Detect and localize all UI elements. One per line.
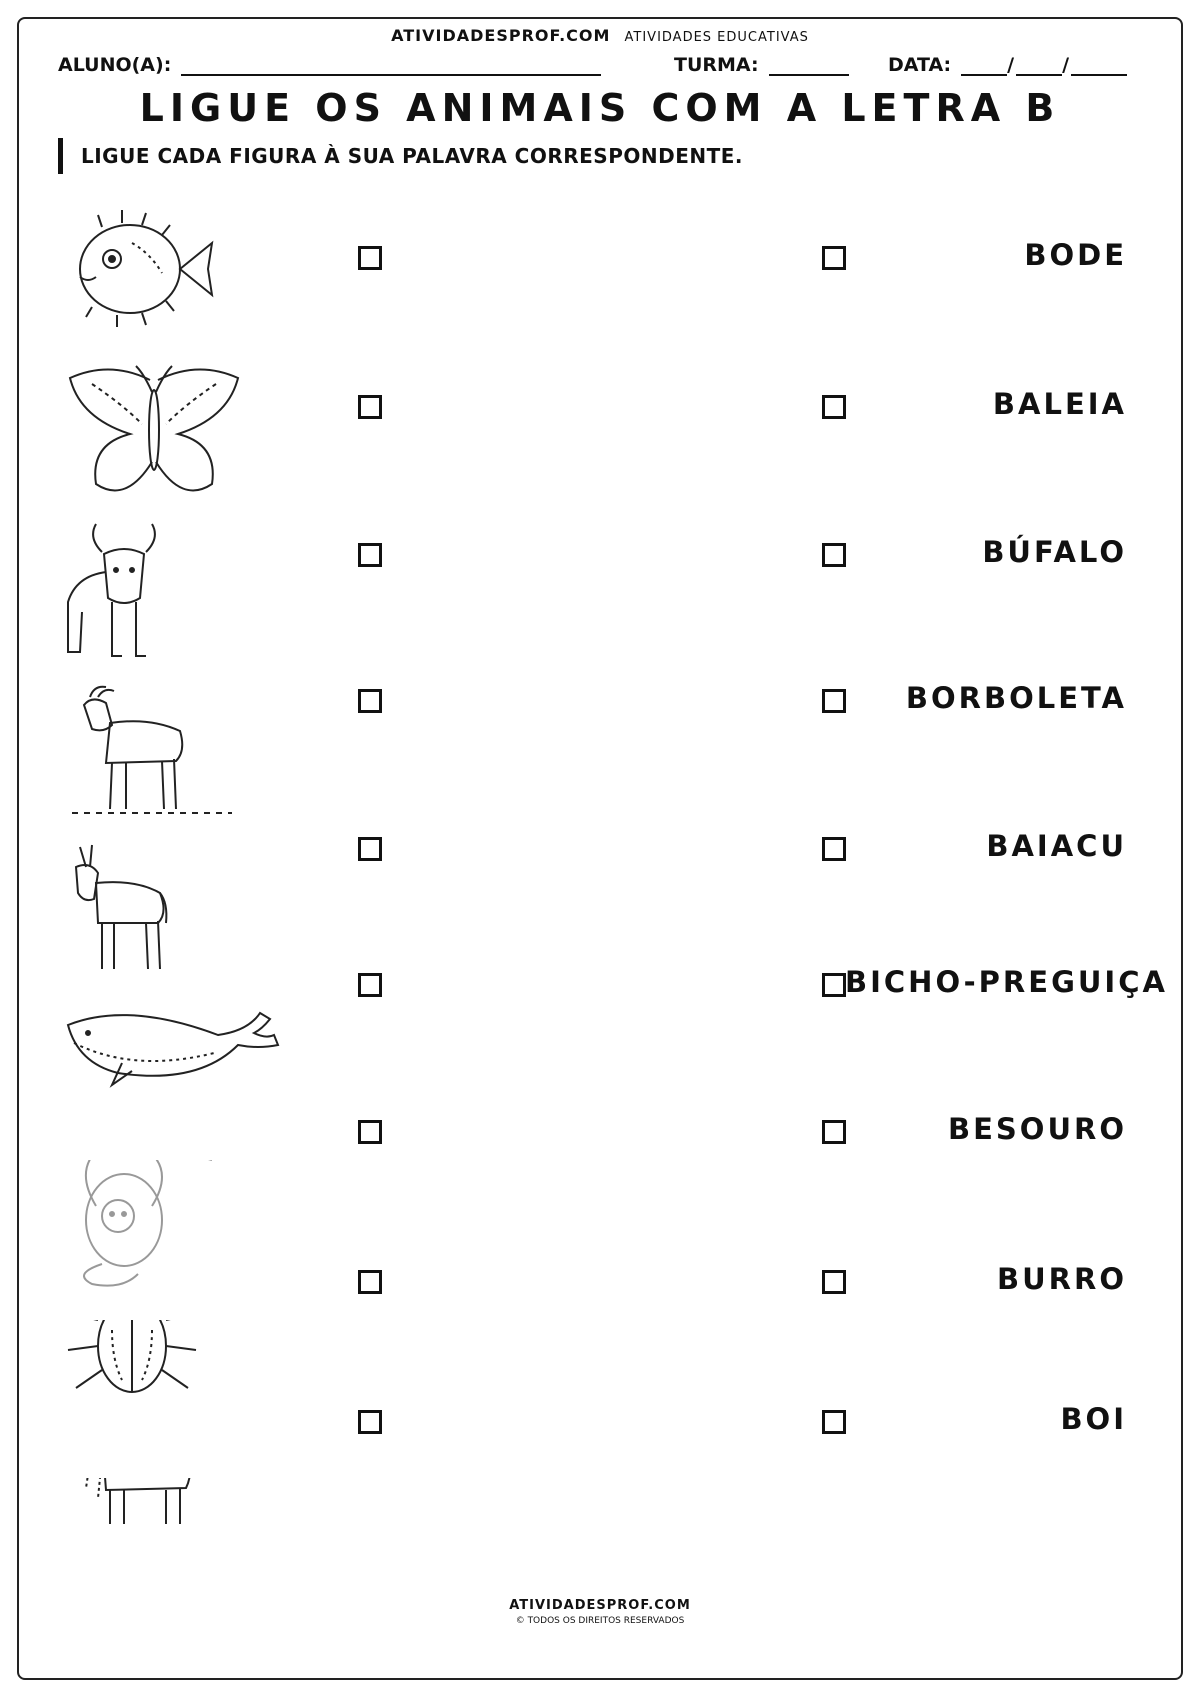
instruction: LIGUE CADA FIGURA À SUA PALAVRA CORRESPONDENTE. <box>58 138 743 174</box>
footer <box>0 1598 1200 1626</box>
word-label: BORBOLETA <box>905 681 1127 715</box>
goat-icon <box>62 683 312 833</box>
word-label: BALEIA <box>992 387 1127 421</box>
left-checkbox[interactable] <box>358 246 382 270</box>
word-label: BICHO-PREGUIÇA <box>845 965 1168 999</box>
right-checkbox[interactable] <box>822 689 846 713</box>
footer-rights: © TODOS OS DIREITOS RESERVADOS <box>515 1616 685 1626</box>
right-checkbox[interactable] <box>822 395 846 419</box>
word-label: BÚFALO <box>982 535 1127 569</box>
class-label: TURMA: <box>674 54 759 76</box>
whale-icon <box>62 1003 312 1153</box>
left-checkbox[interactable] <box>358 973 382 997</box>
word-label: BODE <box>1024 238 1127 272</box>
page-title: LIGUE OS ANIMAIS COM A LETRA B <box>139 86 1061 130</box>
left-checkbox[interactable] <box>358 689 382 713</box>
date-year-line[interactable] <box>1071 54 1127 76</box>
beetle-icon <box>62 1320 312 1470</box>
date-field[interactable] <box>888 54 1127 76</box>
date-separator: / <box>1007 54 1015 76</box>
pufferfish-icon <box>62 203 312 353</box>
match-row <box>0 1262 1200 1470</box>
right-checkbox[interactable] <box>822 543 846 567</box>
date-label: DATA: <box>888 54 952 76</box>
student-label: ALUNO(A): <box>58 54 172 76</box>
word-label: BESOURO <box>948 1112 1127 1146</box>
right-checkbox[interactable] <box>822 1120 846 1144</box>
match-row <box>0 203 1200 353</box>
right-checkbox[interactable] <box>822 973 846 997</box>
butterfly-icon <box>62 360 312 510</box>
left-checkbox[interactable] <box>358 543 382 567</box>
left-checkbox[interactable] <box>358 1270 382 1294</box>
left-checkbox[interactable] <box>358 1410 382 1434</box>
student-name-field[interactable] <box>58 54 601 76</box>
right-checkbox[interactable] <box>822 246 846 270</box>
class-line[interactable] <box>769 54 849 76</box>
ox-icon <box>62 522 312 672</box>
donkey-icon <box>62 843 312 993</box>
footer-site: ATIVIDADESPROF.COM <box>509 1598 691 1613</box>
match-row <box>0 522 1200 672</box>
right-checkbox[interactable] <box>822 1410 846 1434</box>
class-field[interactable] <box>674 54 849 76</box>
sloth-icon <box>62 1160 312 1310</box>
right-checkbox[interactable] <box>822 1270 846 1294</box>
student-fields <box>58 54 1148 80</box>
match-row <box>0 360 1200 510</box>
left-checkbox[interactable] <box>358 837 382 861</box>
date-separator: / <box>1062 54 1070 76</box>
student-name-line[interactable] <box>181 54 601 76</box>
right-checkbox[interactable] <box>822 837 846 861</box>
word-label: BAIACU <box>986 829 1127 863</box>
site-name: ATIVIDADESPROF.COM <box>391 26 611 45</box>
word-label: BOI <box>1060 1402 1127 1436</box>
site-header <box>0 26 1200 45</box>
left-checkbox[interactable] <box>358 1120 382 1144</box>
date-month-line[interactable] <box>1016 54 1062 76</box>
match-row <box>0 683 1200 833</box>
site-tagline: ATIVIDADES EDUCATIVAS <box>624 30 809 45</box>
date-day-line[interactable] <box>961 54 1007 76</box>
word-label: BURRO <box>997 1262 1127 1296</box>
left-checkbox[interactable] <box>358 395 382 419</box>
